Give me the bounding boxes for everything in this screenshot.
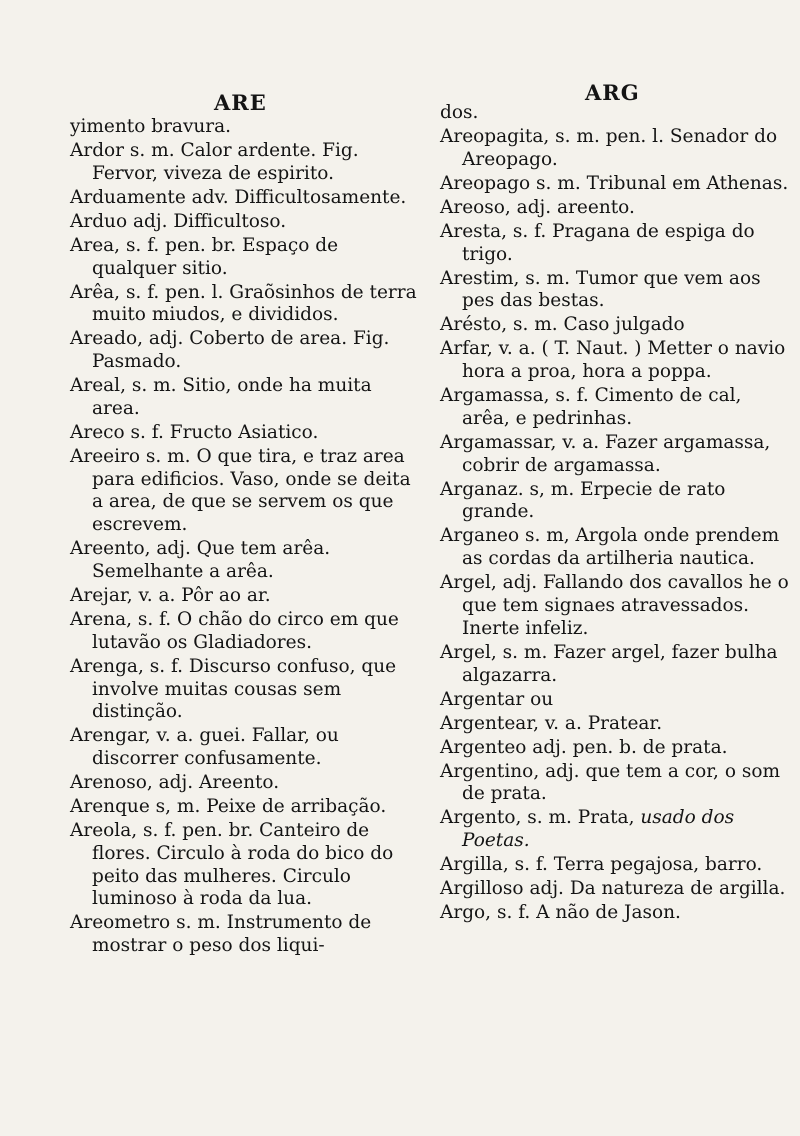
dictionary-entry <box>440 902 790 925</box>
dictionary-entry <box>70 609 420 655</box>
dictionary-entry <box>440 878 790 901</box>
entry-text: Argenteo adj. pen. b. de prata. <box>440 736 728 758</box>
entry-text: Argilloso adj. Da natureza de argilla. <box>440 878 786 900</box>
entry-text: Area, s. f. pen. br. Espaço de qualquer sitio. <box>70 234 339 279</box>
entry-text: Arduo adj. Difficultoso. <box>70 210 287 232</box>
entry-text: Areado, adj. Coberto de area. Fig. Pasmado. <box>70 328 390 373</box>
entry-text: yimento bravura. <box>70 116 232 137</box>
entry-text: Aresta, s. f. Pragana de espiga do trigo. <box>440 220 755 265</box>
entry-text: Argo, s. f. A não de Jason. <box>440 902 681 924</box>
entry-text: Areola, s. f. pen. br. Canteiro de flores. Circulo à roda do bico do peito das mulheres. Circulo luminoso à roda da lua. <box>70 820 394 910</box>
entry-text: Argilla, s. f. Terra pegajosa, barro. <box>440 854 763 876</box>
dictionary-entry <box>440 385 790 431</box>
entry-text: Arengar, v. a. guei. Fallar, ou discorrer confusamente. <box>70 725 339 770</box>
dictionary-entry <box>70 725 420 771</box>
dictionary-entry <box>440 737 790 760</box>
dictionary-entry <box>440 807 790 853</box>
entry-text: Argentino, adj. que tem a cor, o som de prata. <box>440 760 781 805</box>
dictionary-entry <box>440 221 790 267</box>
dictionary-entry <box>70 796 420 819</box>
right-entry-list <box>440 102 790 925</box>
dictionary-entry <box>440 525 790 571</box>
dictionary-entry <box>440 268 790 314</box>
entry-text: Arejar, v. a. Pôr ao ar. <box>70 585 271 606</box>
dictionary-entry <box>70 116 420 139</box>
entry-text: Arfar, v. a. ( T. Naut. ) Metter o navio hora a proa, hora a poppa. <box>440 338 786 383</box>
left-running-head: ARE <box>214 90 267 115</box>
entry-text: Areopago s. m. Tribunal em Athenas. <box>440 172 789 194</box>
dictionary-entry <box>70 328 420 374</box>
dictionary-entry <box>70 235 420 281</box>
entry-text: Argamassar, v. a. Fazer argamassa, cobrir de argamassa. <box>440 431 771 476</box>
dictionary-entry <box>440 432 790 478</box>
dictionary-entry <box>440 126 790 172</box>
dictionary-entry <box>70 820 420 911</box>
entry-text: Argel, s. m. Fazer argel, fazer bulha algazarra. <box>440 641 778 686</box>
dictionary-entry <box>440 173 790 196</box>
dictionary-entry <box>440 854 790 877</box>
dictionary-entry <box>70 538 420 584</box>
dictionary-entry <box>70 912 420 958</box>
entry-text: Areeiro s. m. O que tira, e traz area para edificios. Vaso, onde se deita a area, de que se servem os que escrevem. <box>70 445 411 536</box>
dictionary-entry <box>440 479 790 525</box>
dictionary-entry <box>70 187 420 210</box>
dictionary-entry <box>440 713 790 736</box>
entry-text: Areoso, adj. areento. <box>440 196 635 218</box>
dictionary-entry <box>70 585 420 608</box>
dictionary-entry <box>70 282 420 328</box>
entry-text: Arenque s, m. Peixe de arribação. <box>70 796 387 818</box>
dictionary-entry <box>70 422 420 445</box>
dictionary-entry <box>70 772 420 795</box>
entry-text: Argamassa, s. f. Cimento de cal, arêa, e pedrinhas. <box>440 385 742 429</box>
entry-text: Arenoso, adj. Areento. <box>70 772 280 794</box>
entry-text: Argel, adj. Fallando dos cavallos he o que tem signaes atravessados. Inerte infeliz. <box>440 572 789 639</box>
entry-text: Argentear, v. a. Pratear. <box>440 712 663 734</box>
entry-text: Argento, s. m. Prata, <box>440 807 635 829</box>
entry-text: Arganaz. s, m. Erpecie de rato grande. <box>440 478 726 523</box>
dictionary-entry <box>440 761 790 807</box>
dictionary-entry <box>70 375 420 421</box>
dictionary-entry <box>440 689 790 712</box>
dictionary-entry <box>440 102 790 125</box>
entry-text: Arenga, s. f. Discurso confuso, que involve muitas cousas sem distinção. <box>70 655 397 723</box>
left-entry-list <box>70 116 420 958</box>
entry-text: Arganeo s. m, Argola onde prendem as cordas da artilheria nautica. <box>440 525 780 570</box>
entry-text: Arestim, s. m. Tumor que vem aos pes das bestas. <box>440 267 761 312</box>
dictionary-entry <box>70 656 420 724</box>
entry-text: Areco s. f. Fructo Asiatico. <box>70 421 319 443</box>
entry-text: Areopagita, s. m. pen. l. Senador do Areopago. <box>440 125 778 170</box>
dictionary-entry <box>440 642 790 688</box>
dictionary-entry <box>440 338 790 384</box>
entry-text: Ardor s. m. Calor ardente. Fig. Fervor, viveza de espirito. <box>70 139 359 184</box>
dictionary-entry <box>70 446 420 537</box>
dictionary-entry <box>70 140 420 186</box>
entry-italic-note: usado dos Poetas. <box>462 807 735 852</box>
entry-text: Arésto, s. m. Caso julgado <box>440 314 685 336</box>
entry-text: Areometro s. m. Instrumento de mostrar o peso dos liqui- <box>70 912 372 957</box>
entry-text: Arena, s. f. O chão do circo em que lutavão os Gladiadores. <box>70 608 399 653</box>
entry-text: Arduamente adv. Difficultosamente. <box>70 186 407 208</box>
dictionary-entry <box>440 572 790 640</box>
entry-text: dos. <box>440 102 479 123</box>
entry-text: Areento, adj. Que tem arêa. Semelhante a arêa. <box>70 538 331 583</box>
entry-text: Areal, s. m. Sitio, onde ha muita area. <box>70 375 372 419</box>
right-running-head: ARG <box>585 80 640 105</box>
dictionary-entry <box>70 211 420 234</box>
dictionary-entry <box>440 314 790 337</box>
dictionary-entry <box>440 197 790 220</box>
entry-text: Argentar ou <box>440 688 554 710</box>
entry-text: Arêa, s. f. pen. l. Graõsinhos de terra muito miudos, e divididos. <box>70 281 417 326</box>
